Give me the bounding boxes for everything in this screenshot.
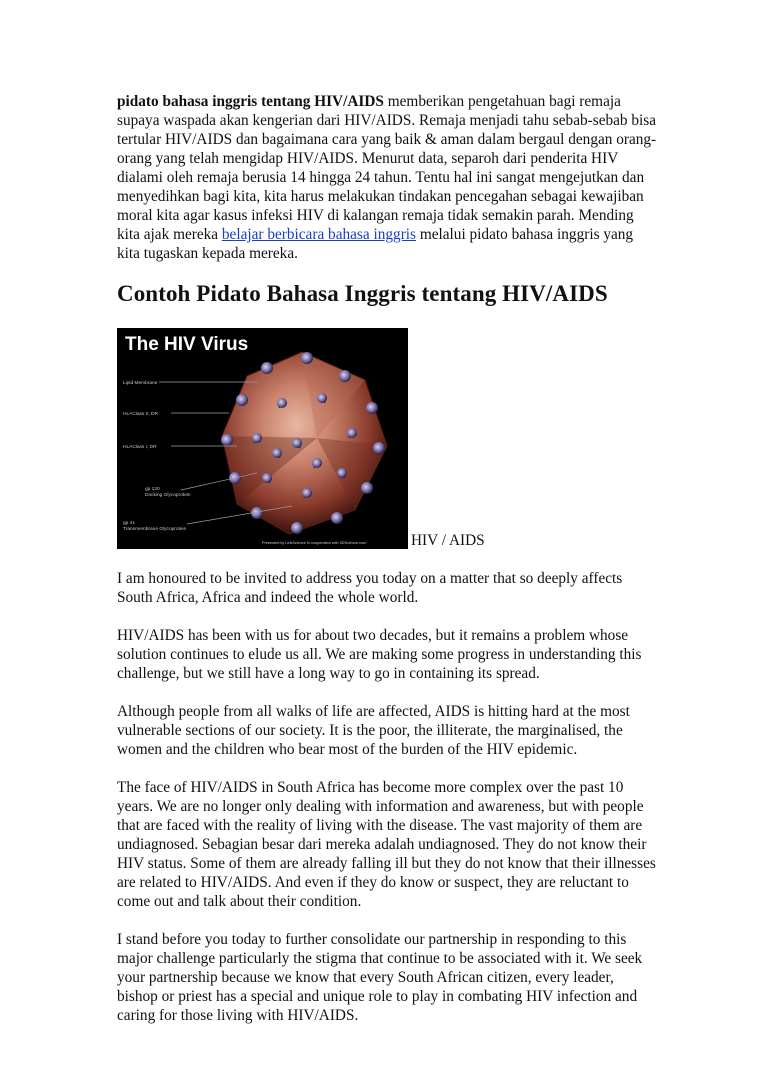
glycoprotein-knob: [261, 362, 273, 374]
figure: [117, 328, 657, 550]
intro-text-end: melalui pidato bahasa inggris yang kita tugaskan kepada mereka.: [117, 226, 634, 262]
page-heading: Contoh Pidato Bahasa Inggris tentang HIV/AIDS: [117, 281, 608, 306]
intro-text: memberikan pengetahuan bagi remaja supaya waspada akan kengerian dari HIV/AIDS. Remaja menjadi tahu sebab-sebab bisa tertular HIV/AIDS dan bagaimana cara yang baik & aman dalam bergaul dengan orang-orang yang telah mengidap HIV/AIDS. Menurut data, separoh dari penderita HIV dialami oleh remaja berusia 14 hingga 24 tahun. Tentu hal ini sangat mengejutkan dan menyedihkan bagi kita, kita harus melakukan tindakan pencegahan sebagai kewajiban moral kita agar kasus infeksi HIV di kalangan remaja tidak semakin parah. Mending kita ajak mereka: [117, 93, 657, 243]
glycoprotein-knob: [262, 473, 272, 483]
intro-paragraph: [117, 92, 657, 263]
label-hla2: HLAClass II, DR: [123, 412, 158, 417]
glycoprotein-knob: [337, 468, 347, 478]
glycoprotein-knob: [252, 433, 262, 443]
hiv-virus-image: [117, 328, 408, 549]
label-gp120: gp 120 Docking Glycoprotein: [145, 487, 191, 498]
glycoprotein-knob: [302, 488, 312, 498]
glycoprotein-knob: [373, 442, 385, 454]
image-credit: Presented by LinkScience in cooperation with 3DScience.com: [262, 541, 367, 545]
glycoprotein-knob: [317, 393, 327, 403]
figure-caption: HIV / AIDS: [411, 532, 485, 549]
glycoprotein-knob: [339, 370, 351, 382]
document-body: [117, 92, 657, 1044]
image-title: The HIV Virus: [125, 334, 249, 355]
label-gp41: gp 41 Transmembrane Glycoprotein: [123, 521, 187, 532]
glycoprotein-knob: [347, 428, 357, 438]
glycoprotein-knob: [236, 394, 248, 406]
speech-paragraph-2: HIV/AIDS has been with us for about two decades, but it remains a problem whose solution continues to elude us all. We are making some progress in understanding this challenge, but we still have a long way to go in containing its spread.: [117, 627, 642, 682]
glycoprotein-knob: [277, 398, 287, 408]
glycoprotein-knob: [221, 434, 233, 446]
intro-bold-lead: pidato bahasa inggris tentang HIV/AIDS: [117, 93, 384, 110]
glycoprotein-knob: [312, 458, 322, 468]
belajar-link[interactable]: belajar berbicara bahasa inggris: [221, 226, 416, 243]
speech-paragraph-5: I stand before you today to further consolidate our partnership in responding to this major challenge particularly the stigma that continue to be associated with it. We seek your partnership because we know that every South African citizen, every leader, bishop or priest has a special and unique role to play in combating HIV infection and caring for those living with HIV/AIDS.: [117, 931, 643, 1024]
glycoprotein-knob: [292, 438, 302, 448]
glycoprotein-knob: [331, 512, 343, 524]
glycoprotein-knob: [361, 482, 373, 494]
speech-paragraph-1: I am honoured to be invited to address you today on a matter that so deeply affects South Africa, Africa and indeed the whole world.: [117, 570, 623, 606]
glycoprotein-knob: [366, 402, 378, 414]
glycoprotein-knob: [272, 448, 282, 458]
label-lipid: Lipid Membrane: [123, 381, 158, 386]
glycoprotein-knob: [301, 352, 313, 364]
glycoprotein-knob: [291, 522, 303, 534]
speech-paragraph-4: The face of HIV/AIDS in South Africa has become more complex over the past 10 years. We are no longer only dealing with information and awareness, but with people that are faced with the reality of living with the disease. The vast majority of them are undiagnosed. Sebagian besar dari mereka adalah undiagnosed. They do not know their HIV status. Some of them are already falling ill but they do not know that their illnesses are related to HIV/AIDS. And even if they do know or suspect, they are reluctant to come out and talk about their condition.: [117, 779, 656, 910]
label-hla1: HLAClass I, DR: [123, 445, 157, 450]
speech-paragraph-3: Although people from all walks of life are affected, AIDS is hitting hard at the most vulnerable sections of our society. It is the poor, the illiterate, the marginalised, the women and the children who bear most of the burden of the HIV epidemic.: [117, 703, 630, 758]
